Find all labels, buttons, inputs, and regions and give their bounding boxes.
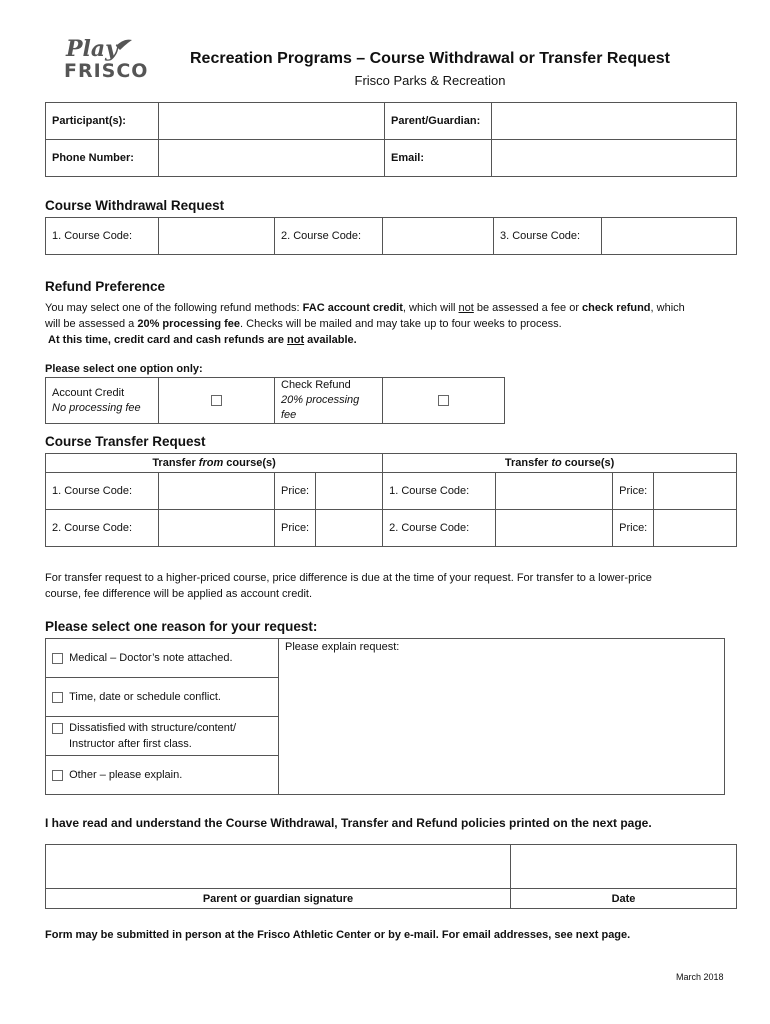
- refund-text: , which: [650, 302, 685, 314]
- transfer-from-text: course(s): [223, 457, 276, 469]
- logo-play-text: Play: [66, 36, 118, 62]
- refund-text: available.: [304, 334, 357, 346]
- withdrawal-code2-label: 2. Course Code:: [275, 218, 383, 255]
- refund-select-label: Please select one option only:: [45, 363, 203, 375]
- refund-option-credit-sub: No processing fee: [52, 401, 141, 414]
- reasons-table: [45, 638, 725, 795]
- transfer-from-text: Transfer: [152, 457, 199, 469]
- transfer-to-em: to: [551, 457, 562, 469]
- transfer-table: [45, 453, 737, 547]
- withdrawal-code1-label: 1. Course Code:: [46, 218, 159, 255]
- transfer-from-em: from: [198, 457, 224, 469]
- refund-line-2: [45, 316, 745, 332]
- reason-dissatisfied-label: Dissatisfied with structure/content/: [69, 722, 237, 734]
- reason-dissatisfied[interactable]: [46, 717, 279, 756]
- refund-line-3: [45, 332, 745, 348]
- logo: [58, 36, 149, 86]
- transfer-to-text: Transfer: [504, 457, 552, 469]
- refund-text: , which will: [402, 302, 459, 314]
- reason-other[interactable]: [46, 756, 279, 795]
- transfer-to-header: [383, 454, 737, 473]
- contact-table: [45, 102, 737, 177]
- refund-text: At this time, credit card and cash refunds are: [48, 334, 288, 346]
- refund-description: [45, 300, 745, 348]
- phone-field[interactable]: [159, 140, 385, 177]
- reasons-heading: Please select one reason for your request:: [45, 619, 318, 634]
- page-title: Recreation Programs – Course Withdrawal or Transfer Request: [190, 50, 670, 67]
- parent-label: Parent/Guardian:: [385, 103, 492, 140]
- transfer-note-line-1: For transfer request to a higher-priced course, price difference is due at the time of your request. For transfer to a lower-price: [45, 572, 652, 584]
- withdrawal-heading: Course Withdrawal Request: [45, 198, 225, 213]
- email-label: Email:: [385, 140, 492, 177]
- refund-text: will be assessed a: [45, 318, 138, 330]
- reason-medical[interactable]: [46, 639, 279, 678]
- transfer-heading: Course Transfer Request: [45, 434, 206, 449]
- explain-request-field[interactable]: [279, 639, 725, 795]
- transfer-from-price2-label: Price:: [275, 510, 316, 547]
- refund-check-checkbox-cell[interactable]: [383, 378, 505, 424]
- checkbox-icon[interactable]: [438, 395, 449, 406]
- refund-option-check: [275, 378, 383, 424]
- policy-statement: I have read and understand the Course Withdrawal, Transfer and Refund policies printed on the next page.: [45, 816, 652, 830]
- transfer-from-price1-label: Price:: [275, 473, 316, 510]
- transfer-from-code2-label: 2. Course Code:: [46, 510, 159, 547]
- transfer-from-price2-field[interactable]: [316, 510, 383, 547]
- withdrawal-code3-label: 3. Course Code:: [494, 218, 602, 255]
- refund-line-1: [45, 300, 745, 316]
- refund-text: You may select one of the following refund methods:: [45, 302, 303, 314]
- transfer-to-code2-label: 2. Course Code:: [383, 510, 496, 547]
- signature-table: [45, 844, 737, 909]
- footer-note: Form may be submitted in person at the Frisco Athletic Center or by e-mail. For email addresses, see next page.: [45, 929, 631, 941]
- checkbox-icon[interactable]: [52, 723, 63, 734]
- refund-not-text: not: [287, 334, 305, 346]
- refund-credit-checkbox-cell[interactable]: [159, 378, 275, 424]
- withdrawal-code2-field[interactable]: [383, 218, 494, 255]
- reason-schedule-label: Time, date or schedule conflict.: [69, 691, 221, 703]
- refund-text: be assessed a fee or: [473, 302, 583, 314]
- date-field[interactable]: [511, 845, 737, 889]
- footer-date: March 2018: [676, 972, 724, 982]
- transfer-to-price1-label: Price:: [613, 473, 654, 510]
- logo-frisco-text: FRISCO: [64, 60, 149, 82]
- refund-fac-text: FAC account credit: [302, 302, 403, 314]
- transfer-to-code1-field[interactable]: [496, 473, 613, 510]
- refund-check-text: check refund: [582, 302, 651, 314]
- parent-field[interactable]: [492, 103, 737, 140]
- checkbox-icon[interactable]: [52, 653, 63, 664]
- transfer-from-code2-field[interactable]: [159, 510, 275, 547]
- refund-options-table: [45, 377, 505, 424]
- transfer-to-price2-field[interactable]: [654, 510, 737, 547]
- transfer-from-price1-field[interactable]: [316, 473, 383, 510]
- transfer-note-line-2: course, fee difference will be applied as account credit.: [45, 588, 313, 600]
- checkbox-icon[interactable]: [211, 395, 222, 406]
- date-label: Date: [511, 889, 737, 909]
- reason-dissatisfied-label-2: Instructor after first class.: [69, 738, 192, 750]
- checkbox-icon[interactable]: [52, 692, 63, 703]
- transfer-to-price2-label: Price:: [613, 510, 654, 547]
- refund-option-credit: [46, 378, 159, 424]
- withdrawal-code1-field[interactable]: [159, 218, 275, 255]
- transfer-from-code1-label: 1. Course Code:: [46, 473, 159, 510]
- refund-heading: Refund Preference: [45, 279, 166, 294]
- refund-not-text: not: [458, 302, 474, 314]
- participant-label: Participant(s):: [46, 103, 159, 140]
- page-subtitle: Frisco Parks & Recreation: [354, 73, 506, 88]
- transfer-to-code2-field[interactable]: [496, 510, 613, 547]
- transfer-to-text: course(s): [561, 457, 615, 469]
- transfer-note: [45, 570, 745, 602]
- refund-option-check-sub: 20% processing fee: [281, 394, 360, 421]
- withdrawal-table: [45, 217, 737, 255]
- reason-other-label: Other – please explain.: [69, 769, 183, 781]
- withdrawal-code3-field[interactable]: [602, 218, 737, 255]
- transfer-to-code1-label: 1. Course Code:: [383, 473, 496, 510]
- transfer-from-header: [46, 454, 383, 473]
- signature-label: Parent or guardian signature: [46, 889, 511, 909]
- transfer-to-price1-field[interactable]: [654, 473, 737, 510]
- reason-medical-label: Medical – Doctor’s note attached.: [69, 652, 233, 664]
- reason-schedule[interactable]: [46, 678, 279, 717]
- explain-request-label: Please explain request:: [285, 641, 400, 653]
- refund-option-check-label: Check Refund: [281, 379, 351, 391]
- email-field[interactable]: [492, 140, 737, 177]
- phone-label: Phone Number:: [46, 140, 159, 177]
- transfer-from-code1-field[interactable]: [159, 473, 275, 510]
- refund-option-credit-label: Account Credit: [52, 386, 125, 399]
- refund-text: . Checks will be mailed and may take up to four weeks to process.: [240, 318, 562, 330]
- checkbox-icon[interactable]: [52, 770, 63, 781]
- refund-fee-text: 20% processing fee: [137, 318, 241, 330]
- signature-field[interactable]: [46, 845, 511, 889]
- participant-field[interactable]: [159, 103, 385, 140]
